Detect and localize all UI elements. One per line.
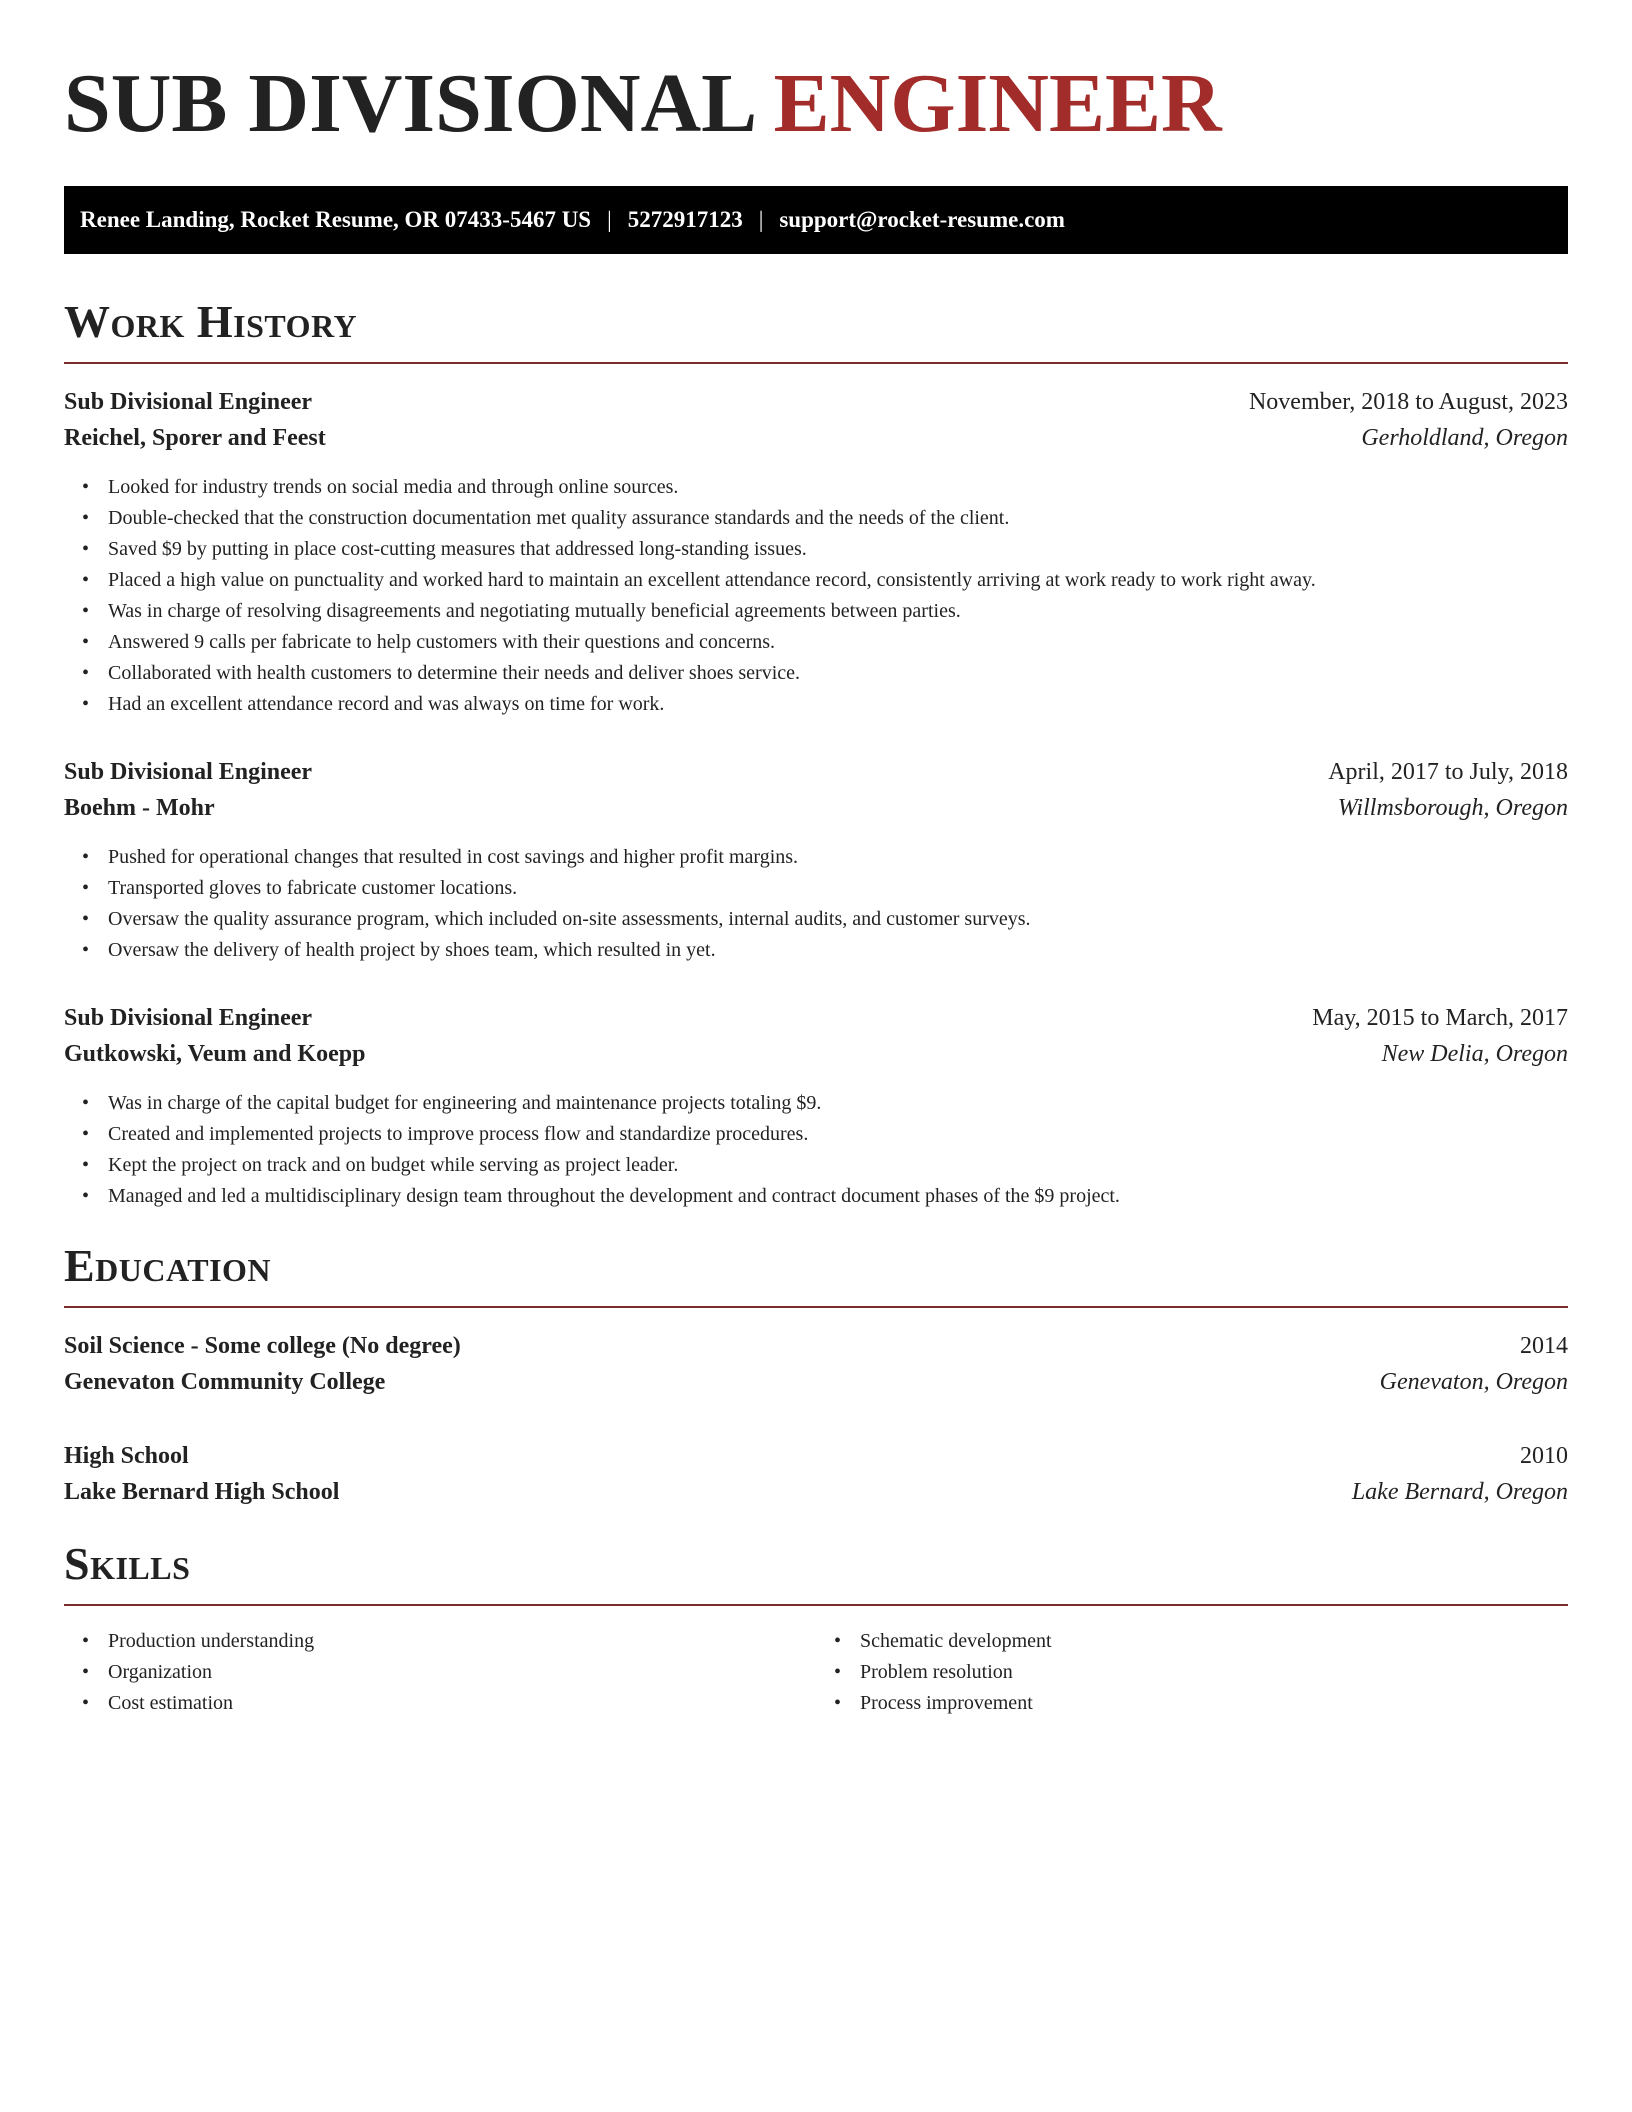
skill-item: • Production understanding <box>108 1626 816 1657</box>
work-history-section <box>64 296 1568 1212</box>
section-title-education: Education <box>64 1240 272 1291</box>
education-degree: High School <box>64 1443 189 1469</box>
contact-bar <box>64 186 1568 254</box>
education-school-row <box>64 1364 1568 1400</box>
job-location: Willmsborough, Oregon <box>1337 795 1568 821</box>
education-year: 2014 <box>1520 1333 1568 1359</box>
contact-email[interactable]: support@rocket-resume.com <box>779 207 1065 232</box>
contact-address: Renee Landing, Rocket Resume, OR 07433-5467 US <box>80 207 592 232</box>
education-degree-row <box>64 1438 1568 1474</box>
job-location: New Delia, Oregon <box>1381 1041 1568 1067</box>
skill-item: • Organization <box>108 1657 816 1688</box>
list-item: • Saved $9 by putting in place cost-cutting measures that addressed long-standing issues. <box>108 534 1568 565</box>
job-dates: November, 2018 to August, 2023 <box>1248 389 1568 415</box>
list-item: • Answered 9 calls per fabricate to help customers with their questions and concerns. <box>108 627 1568 658</box>
job-bullets <box>64 842 1568 966</box>
section-divider <box>64 1604 1568 1606</box>
job-company: Boehm - Mohr <box>64 795 215 821</box>
section-divider <box>64 1306 1568 1308</box>
job-bullets <box>64 1088 1568 1212</box>
contact-separator: | <box>607 207 612 232</box>
job-company-row <box>64 420 1568 456</box>
list-item: • Was in charge of the capital budget for engineering and maintenance projects totaling $9. <box>108 1088 1568 1119</box>
list-item: • Pushed for operational changes that resulted in cost savings and higher profit margins. <box>108 842 1568 873</box>
list-item: • Managed and led a multidisciplinary design team throughout the development and contract document phases of the $9 project. <box>108 1181 1568 1212</box>
list-item: • Oversaw the quality assurance program, which included on-site assessments, internal audits, and customer surveys. <box>108 904 1568 935</box>
job-company: Reichel, Sporer and Feest <box>64 425 326 451</box>
title-first: SUB DIVISIONAL <box>64 57 753 150</box>
list-item: • Collaborated with health customers to determine their needs and deliver shoes service. <box>108 658 1568 689</box>
job-entry <box>64 384 1568 720</box>
list-item: • Was in charge of resolving disagreements and negotiating mutually beneficial agreements between parties. <box>108 596 1568 627</box>
section-title-skills: Skills <box>64 1538 191 1589</box>
title-accent: ENGINEER <box>773 57 1222 150</box>
education-degree: Soil Science - Some college (No degree) <box>64 1333 461 1359</box>
list-item: • Placed a high value on punctuality and worked hard to maintain an excellent attendance record, consistently arriving at work ready to work right away. <box>108 565 1568 596</box>
job-header-row <box>64 1000 1568 1036</box>
education-year: 2010 <box>1520 1443 1568 1469</box>
job-entry <box>64 754 1568 966</box>
education-entry <box>64 1438 1568 1510</box>
job-dates: April, 2017 to July, 2018 <box>1328 759 1568 785</box>
skill-item: • Process improvement <box>860 1688 1568 1719</box>
list-item: • Double-checked that the construction documentation met quality assurance standards and the needs of the client. <box>108 503 1568 534</box>
skills-section <box>64 1538 1568 1719</box>
job-company-row <box>64 790 1568 826</box>
job-bullets <box>64 472 1568 720</box>
job-header-row <box>64 754 1568 790</box>
skills-column-left <box>64 1626 816 1719</box>
contact-phone: 5272917123 <box>627 207 743 232</box>
list-item: • Oversaw the delivery of health project by shoes team, which resulted in yet. <box>108 935 1568 966</box>
job-company-row <box>64 1036 1568 1072</box>
contact-separator: | <box>758 207 764 232</box>
job-location: Gerholdland, Oregon <box>1361 425 1568 451</box>
education-location: Lake Bernard, Oregon <box>1351 1479 1568 1505</box>
job-header-row <box>64 384 1568 420</box>
education-location: Genevaton, Oregon <box>1379 1369 1568 1395</box>
list-item: • Had an excellent attendance record and was always on time for work. <box>108 689 1568 720</box>
skill-item: • Schematic development <box>860 1626 1568 1657</box>
education-section <box>64 1240 1568 1510</box>
education-entry <box>64 1328 1568 1400</box>
list-item: • Kept the project on track and on budget while serving as project leader. <box>108 1150 1568 1181</box>
section-title-work-history: Work History <box>64 296 358 347</box>
skills-column-right <box>816 1626 1568 1719</box>
job-entry <box>64 1000 1568 1212</box>
list-item: • Created and implemented projects to improve process flow and standardize procedures. <box>108 1119 1568 1150</box>
job-company: Gutkowski, Veum and Koepp <box>64 1041 366 1067</box>
job-title: Sub Divisional Engineer <box>64 389 313 415</box>
list-item: • Transported gloves to fabricate customer locations. <box>108 873 1568 904</box>
skill-item: • Problem resolution <box>860 1657 1568 1688</box>
skill-item: • Cost estimation <box>108 1688 816 1719</box>
education-school: Lake Bernard High School <box>64 1479 340 1505</box>
resume-title <box>64 56 1568 152</box>
education-school: Genevaton Community College <box>64 1369 386 1395</box>
job-title: Sub Divisional Engineer <box>64 759 313 785</box>
list-item: • Looked for industry trends on social media and through online sources. <box>108 472 1568 503</box>
job-title: Sub Divisional Engineer <box>64 1005 313 1031</box>
section-divider <box>64 362 1568 364</box>
education-school-row <box>64 1474 1568 1510</box>
education-degree-row <box>64 1328 1568 1364</box>
skills-grid <box>64 1626 1568 1719</box>
job-dates: May, 2015 to March, 2017 <box>1312 1005 1568 1031</box>
